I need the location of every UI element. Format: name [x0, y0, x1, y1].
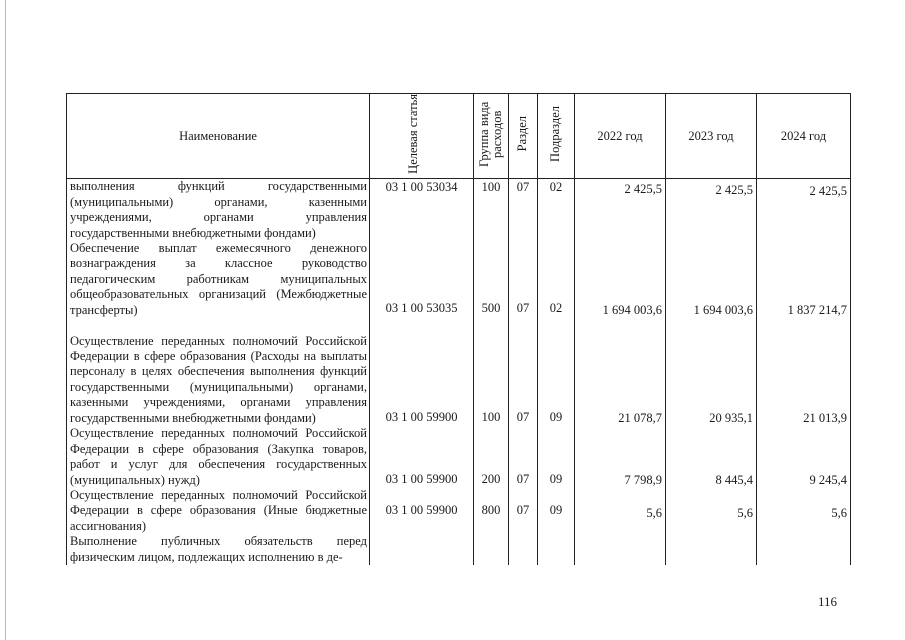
table-row	[67, 534, 851, 565]
row-name	[67, 241, 370, 318]
row-target: 03 1 00 59900	[370, 426, 474, 488]
row-group: 100	[474, 318, 509, 426]
table-row	[67, 488, 851, 534]
row-subsection: 09	[538, 488, 575, 534]
table-row	[67, 179, 851, 242]
row-2022: 2 425,5	[575, 179, 666, 242]
row-section: 07	[509, 488, 538, 534]
row-subsection	[538, 534, 575, 565]
row-2022: 7 798,9	[575, 426, 666, 488]
header-2022: 2022 год	[575, 94, 666, 179]
row-name-text: Обеспечение выплат ежемесячного денежного вознаграждения за классное руководство педагогическим работникам муниципальных общеобразовательных организаций (Межбюджетные трансферты)	[70, 241, 367, 317]
header-subsection	[538, 94, 575, 179]
header-row	[67, 94, 851, 179]
row-2023: 1 694 003,6	[666, 241, 757, 318]
row-name-text: выполнения функций государственными (муниципальными) органами, казенными учреждениями, органами управления государственными внебюджетными фондами)	[70, 179, 367, 240]
row-2023: 5,6	[666, 488, 757, 534]
row-section: 07	[509, 241, 538, 318]
row-subsection: 09	[538, 318, 575, 426]
budget-table-container	[66, 93, 850, 581]
row-subsection: 02	[538, 179, 575, 242]
page-edge	[5, 0, 6, 640]
row-target	[370, 534, 474, 565]
row-2022: 5,6	[575, 488, 666, 534]
row-subsection: 09	[538, 426, 575, 488]
header-section-label: Раздел	[515, 116, 530, 152]
row-name-text: Осуществление переданных полномочий Российской Федерации в сфере образования (Иные бюджетные ассигнования)	[70, 488, 367, 533]
row-name-text: Осуществление переданных полномочий Российской Федерации в сфере образования (Расходы на выплаты персоналу в целях обеспечения выполнения функций государственными (муниципальными) органами, казенными учреждениями, органами управления государственными внебюджетными фондами)	[70, 333, 367, 425]
header-section	[509, 94, 538, 179]
row-2024: 1 837 214,7	[757, 241, 851, 318]
row-target: 03 1 00 59900	[370, 488, 474, 534]
header-group-label: Группа вида расходов	[476, 101, 504, 167]
row-2022: 1 694 003,6	[575, 241, 666, 318]
table-row	[67, 318, 851, 426]
row-2024: 2 425,5	[757, 179, 851, 242]
page-number: 116	[818, 594, 838, 609]
row-name	[67, 488, 370, 534]
row-target: 03 1 00 53035	[370, 241, 474, 318]
row-2023	[666, 534, 757, 565]
row-target: 03 1 00 53034	[370, 179, 474, 242]
row-name	[67, 534, 370, 565]
row-2022: 21 078,7	[575, 318, 666, 426]
row-target: 03 1 00 59900	[370, 318, 474, 426]
header-2024: 2024 год	[757, 94, 851, 179]
row-section: 07	[509, 318, 538, 426]
header-target	[370, 94, 474, 179]
header-name: Наименование	[67, 94, 370, 179]
row-group	[474, 534, 509, 565]
row-section	[509, 534, 538, 565]
row-group: 800	[474, 488, 509, 534]
row-2024: 9 245,4	[757, 426, 851, 488]
row-group: 100	[474, 179, 509, 242]
row-subsection: 02	[538, 241, 575, 318]
row-name-text: Выполнение публичных обязательств перед физическим лицом, подлежащих исполнению в де-	[70, 534, 367, 564]
row-2023: 20 935,1	[666, 318, 757, 426]
row-section: 07	[509, 426, 538, 488]
header-target-label: Целевая статья	[405, 94, 420, 174]
row-name	[67, 318, 370, 426]
table-row	[67, 241, 851, 318]
budget-table	[66, 93, 851, 565]
header-subsection-label: Подраздел	[548, 106, 563, 162]
row-2024	[757, 534, 851, 565]
row-section: 07	[509, 179, 538, 242]
row-name	[67, 179, 370, 242]
row-2023: 2 425,5	[666, 179, 757, 242]
row-2024: 21 013,9	[757, 318, 851, 426]
header-2023: 2023 год	[666, 94, 757, 179]
row-group: 200	[474, 426, 509, 488]
row-2023: 8 445,4	[666, 426, 757, 488]
row-name-text: Осуществление переданных полномочий Российской Федерации в сфере образования (Закупка товаров, работ и услуг для обеспечения государственных (муниципальных) нужд)	[70, 426, 367, 487]
row-group: 500	[474, 241, 509, 318]
table-row	[67, 426, 851, 488]
row-2024: 5,6	[757, 488, 851, 534]
header-group	[474, 94, 509, 179]
row-2022	[575, 534, 666, 565]
row-name	[67, 426, 370, 488]
